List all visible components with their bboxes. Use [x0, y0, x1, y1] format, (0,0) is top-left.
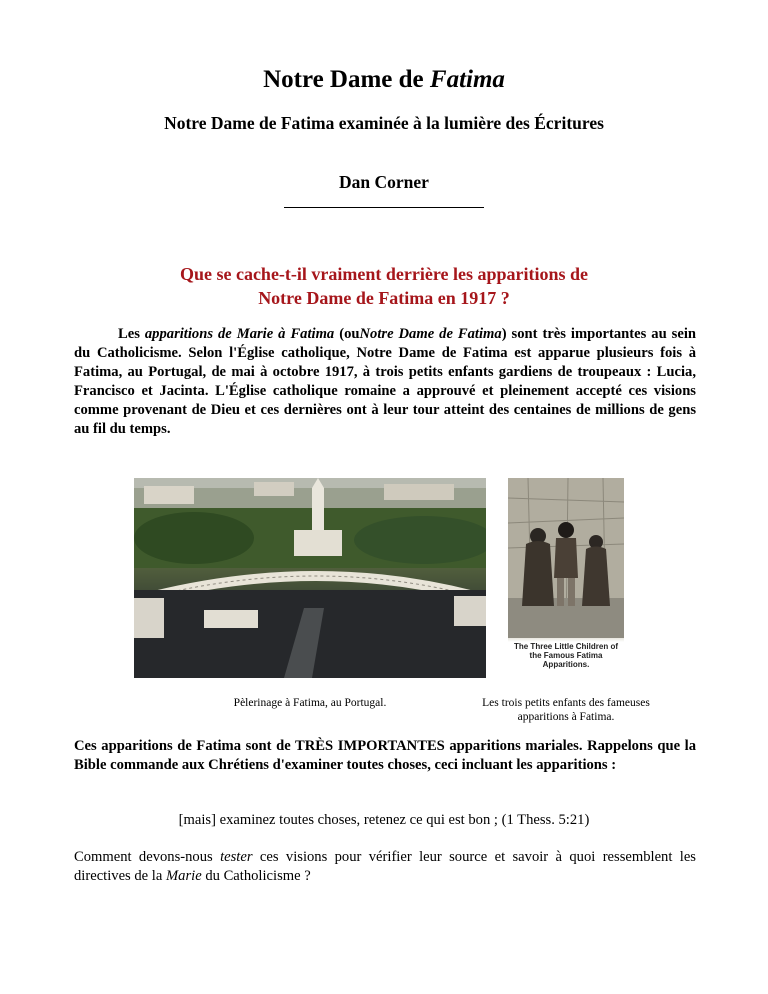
author-divider [284, 207, 484, 208]
children-caption: Les trois petits enfants des fameuses apparitions à Fatima. [482, 697, 650, 723]
title-italic: Fatima [429, 66, 505, 93]
para3-em-2: Marie [166, 868, 202, 884]
para3-em-1: tester [220, 849, 253, 865]
pilgrimage-illustration [134, 478, 486, 678]
pilgrimage-caption: Pèlerinage à Fatima, au Portugal. [233, 697, 387, 709]
headline-line-2: Notre Dame de Fatima en 1917 ? [258, 288, 510, 308]
children-photo [508, 478, 624, 678]
page-subtitle: Notre Dame de Fatima examinée à la lumière des Écritures [164, 113, 604, 133]
para3-text-a: Comment devons-nous [74, 849, 213, 865]
children-photo-inset-caption: The Three Little Children of the Famous Fatima Apparitions. [513, 642, 618, 669]
scripture-quote: [mais] examinez toutes choses, retenez ce qui est bon ; (1 Thess. 5:21) [178, 812, 590, 828]
pilgrimage-photo [134, 478, 486, 678]
intro-em-2: Notre Dame de Fatima [359, 326, 502, 342]
para3-text-c: du Catholicisme ? [205, 868, 311, 884]
intro-text-1: Les [118, 326, 140, 342]
para3-text-b: ces visions pour vérifier leur source et savoir à quoi ressemblent les directives de la [74, 849, 696, 884]
section-headline [0, 262, 768, 310]
intro-text-3: ) sont très importantes au sein du Catholicisme. Selon l'Église catholique, Notre Dame de Fatima est apparue plusieurs fois à Fatima, au Portugal, de mai à octobre 1917, à trois petits enfants gardiens de troupeaux : Lucia, Francisco et Jacinta. L'Église catholique romaine a approuvé et pleinement accepté ces visions comme provenant de Dieu et ces dernières ont à leur tour atteint des centaines de millions de gens au fil du temps. [74, 326, 697, 437]
intro-em-1: apparitions de Marie à Fatima [144, 326, 335, 342]
author-name: Dan Corner [339, 172, 429, 192]
intro-paragraph [74, 325, 696, 439]
title-main: Notre Dame de [263, 66, 424, 93]
intro-text-2: (ou [339, 326, 360, 342]
body-paragraph-2: Ces apparitions de Fatima sont de TRÈS IMPORTANTES apparitions mariales. Rappelons que la Bible commande aux Chrétiens d'examiner toutes choses, ceci incluant les apparitions : [74, 738, 696, 773]
children-illustration [508, 478, 624, 638]
page-title [0, 66, 768, 94]
body-paragraph-3 [74, 848, 696, 886]
headline-line-1: Que se cache-t-il vraiment derrière les apparitions de [179, 264, 589, 284]
